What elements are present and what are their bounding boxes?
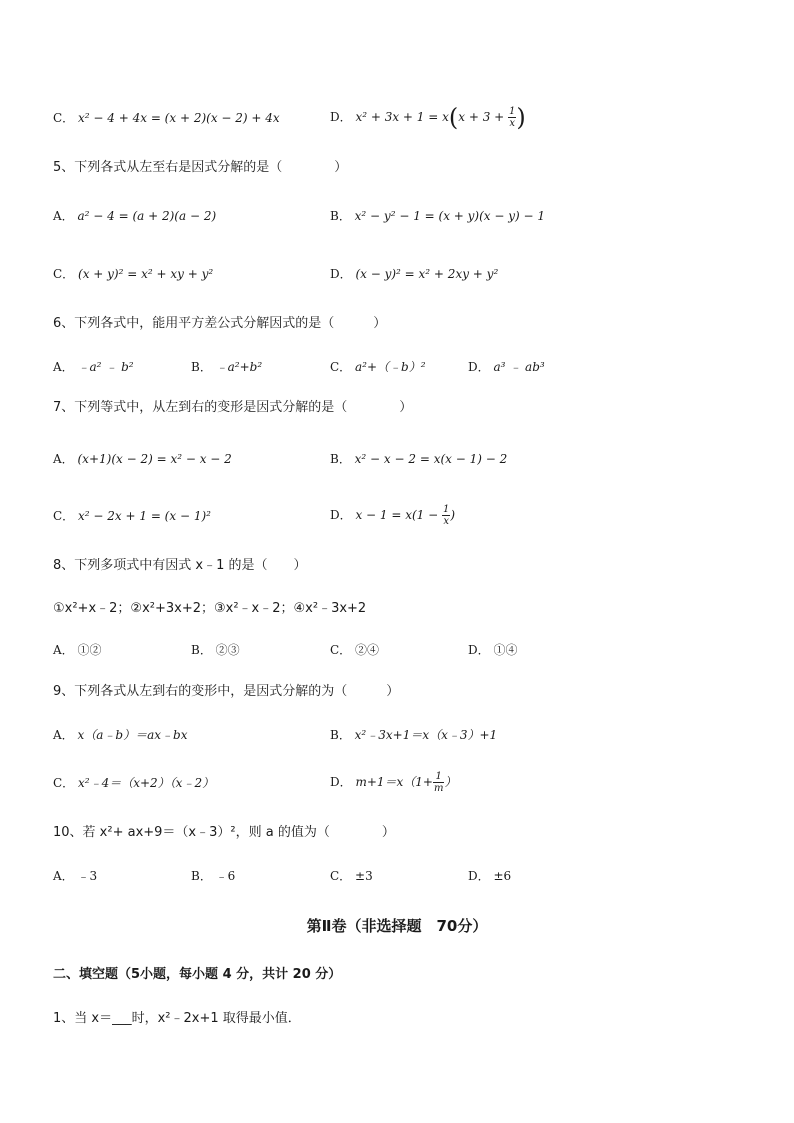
option-expression: x² − 2x + 1 = (x − 1)²: [78, 509, 211, 523]
q9-option-a: [53, 725, 187, 745]
option-expression: ①④: [493, 643, 518, 657]
q6-option-a: [53, 357, 134, 377]
option-expression: x²﹣3x+1＝x（x﹣3）+1: [354, 728, 498, 742]
option-expression-end: ）: [444, 775, 457, 789]
option-label: B．: [330, 452, 351, 466]
option-expression-mid: x + 3 +: [458, 110, 509, 124]
option-label: D．: [330, 775, 352, 789]
option-expression: ±6: [493, 869, 512, 883]
option-label: D．: [330, 267, 352, 281]
option-label: B．: [330, 209, 351, 223]
option-label: A．: [53, 643, 74, 657]
option-label: C．: [330, 360, 352, 374]
option-expression: ②④: [355, 643, 380, 657]
option-label: D．: [330, 508, 352, 522]
option-expression: x² − x − 2 = x(x − 1) − 2: [354, 452, 508, 466]
option-label: C．: [53, 509, 75, 523]
question-6: 6、下列各式中，能用平方差公式分解因式的是（ ）: [53, 316, 387, 331]
q10-option-a: [53, 866, 97, 886]
question-9: 9、下列各式从左到右的变形中，是因式分解的为（ ）: [53, 684, 400, 699]
option-label: A．: [53, 728, 74, 742]
option-label: A．: [53, 452, 74, 466]
big-paren-close: ): [516, 103, 526, 132]
option-expression: ②③: [215, 643, 240, 657]
q4-option-c: [53, 108, 280, 128]
option-label: B．: [191, 643, 212, 657]
option-label: C．: [53, 267, 75, 281]
q9-option-d: [330, 767, 456, 797]
q7-option-d: [330, 500, 455, 530]
fraction: $\frac{1}{x}$: [443, 504, 450, 527]
fraction: $\frac{1}{x}$: [509, 106, 516, 129]
q5-option-c: [53, 264, 213, 284]
option-label: D．: [468, 643, 490, 657]
option-expression: a²+（﹣b）²: [355, 360, 426, 374]
option-expression: a³ ﹣ ab³: [493, 360, 545, 374]
q8-option-b: [191, 640, 240, 660]
option-label: A．: [53, 209, 74, 223]
option-expression-end: ): [450, 508, 456, 522]
option-label: C．: [53, 776, 75, 790]
option-label: C．: [53, 111, 75, 125]
option-expression: ﹣6: [215, 869, 236, 883]
question-5: 5、下列各式从左至右是因式分解的是（ ）: [53, 160, 348, 175]
option-expression: x²﹣4＝（x+2）（x﹣2）: [78, 776, 215, 790]
option-expression: a² − 4 = (a + 2)(a − 2): [77, 209, 217, 223]
q8-option-a: [53, 640, 102, 660]
q6-option-c: [330, 357, 426, 377]
q7-option-c: [53, 506, 211, 526]
question-7: 7、下列等式中，从左到右的变形是因式分解的是（ ）: [53, 400, 413, 415]
q6-option-b: [191, 357, 262, 377]
q7-option-b: [330, 449, 507, 469]
q9-option-b: [330, 725, 497, 745]
q5-option-d: [330, 264, 498, 284]
option-expression: x² − 4 + 4x = (x + 2)(x − 2) + 4x: [78, 111, 280, 125]
option-expression: ﹣a²+b²: [215, 360, 263, 374]
option-label: A．: [53, 360, 74, 374]
q5-option-b: [330, 206, 545, 226]
option-label: C．: [330, 869, 352, 883]
option-expression: m+1＝x（1+: [355, 775, 433, 789]
option-expression: (x + y)² = x² + xy + y²: [78, 267, 214, 281]
option-label: A．: [53, 869, 74, 883]
question-10: 10、若 x²+ ax+9＝（x﹣3）²，则 a 的值为（ ）: [53, 825, 395, 840]
option-label: B．: [330, 728, 351, 742]
option-label: B．: [191, 869, 212, 883]
fill-question-1: 1、当 x＝___时，x²﹣2x+1 取得最小值．: [53, 1011, 301, 1026]
option-label: D．: [468, 869, 490, 883]
q5-option-a: [53, 206, 216, 226]
option-expression: ①②: [77, 643, 102, 657]
option-label: C．: [330, 643, 352, 657]
option-expression: x（a﹣b）＝ax﹣bx: [77, 728, 188, 742]
option-expression: x² + 3x + 1 = x: [355, 110, 449, 124]
option-label: D．: [468, 360, 490, 374]
q4-option-d: [330, 100, 526, 135]
option-expression: (x − y)² = x² + 2xy + y²: [355, 267, 499, 281]
option-label: B．: [191, 360, 212, 374]
option-expression: ±3: [355, 869, 373, 883]
q6-option-d: [468, 357, 545, 377]
q8-option-d: [468, 640, 517, 660]
q10-option-c: [330, 866, 373, 886]
section-title: 第Ⅱ卷（非选择题 70分）: [306, 917, 488, 935]
q10-option-d: [468, 866, 511, 886]
option-label: D．: [330, 110, 352, 124]
big-paren-open: (: [448, 103, 459, 132]
fraction: $\frac{1}{m}$: [433, 771, 444, 794]
option-expression: ﹣3: [77, 869, 98, 883]
q9-option-c: [53, 773, 214, 793]
question-8: 8、下列多项式中有因式 x﹣1 的是（ ）: [53, 558, 307, 573]
option-expression: x − 1 = x(1 −: [355, 508, 442, 522]
q8-option-c: [330, 640, 379, 660]
q7-option-a: [53, 449, 232, 469]
option-expression: (x+1)(x − 2) = x² − x − 2: [77, 452, 232, 466]
option-expression: ﹣a² ﹣ b²: [77, 360, 134, 374]
question-8-list: ①x²+x﹣2；②x²+3x+2；③x²﹣x﹣2；④x²﹣3x+2: [53, 601, 367, 616]
option-expression: x² − y² − 1 = (x + y)(x − y) − 1: [354, 209, 546, 223]
section-2-heading: 二、填空题（5小题，每小题 4 分，共计 20 分）: [53, 967, 342, 982]
q10-option-b: [191, 866, 235, 886]
